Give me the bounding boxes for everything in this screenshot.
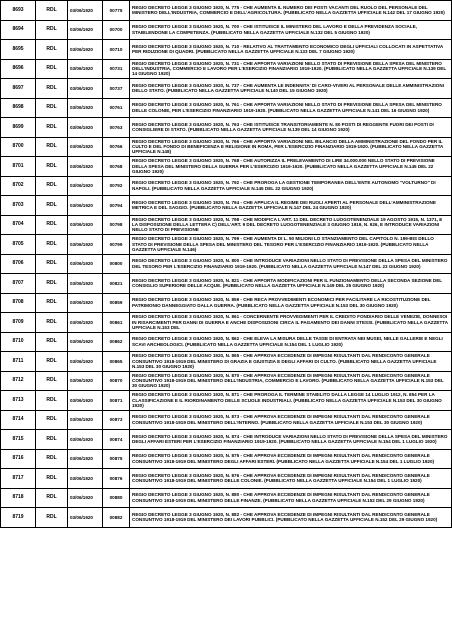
act-date-cell: 03/06/1920 bbox=[68, 196, 103, 216]
act-date-cell: 03/06/1920 bbox=[68, 449, 103, 469]
act-date-cell: 03/06/1920 bbox=[68, 293, 103, 313]
act-date-cell: 03/06/1920 bbox=[68, 1, 103, 21]
act-date-cell: 03/06/1920 bbox=[68, 332, 103, 352]
act-description-cell: REGIO DECRETO LEGGE 3 GIUGNO 1920, N. 862 - CHE ELEVA LA MISURA DELLE TASSE DI ENTRATA NEI MUSEI, NELLE GALLERIE E NEGLI SCAVI ARCHEOLOGICI. (PUBBLICATO NELLA GAZZETTA UFFICIALE N.154 DEL 1 LUGLIO 1920) bbox=[130, 332, 452, 352]
act-type-cell: RDL bbox=[36, 371, 68, 391]
act-type-cell: RDL bbox=[36, 332, 68, 352]
act-type-cell: RDL bbox=[36, 293, 68, 313]
table-row bbox=[1, 313, 452, 333]
act-type-cell: RDL bbox=[36, 391, 68, 411]
row-number-cell: 8701 bbox=[1, 157, 36, 177]
act-description-cell: REGIO DECRETO LEGGE 3 GIUGNO 1920, N. 794 - CHE APPLICA IL REGIME DEI RUOLI APERTI AL PERSONALE DELL'AMMINISTRAZIONE METRICA E DEL SAGGIO. (PUBBLICATO NELLA GAZZETTA UFFICIALE N.147 DEL 24 GIUGNO 1920) bbox=[130, 196, 452, 216]
act-description-cell: REGIO DECRETO LEGGE 3 GIUGNO 1920, N. 798 - CHE MODIFICA L'ART. 11 DEL DECRETO LUOGOTENENZIALE 19 AGOSTO 1915, N. 1371, E LA DISPOSIZIONE DELLA LETTERA C) DELL'ART. 9 DEL DECRETO LUOGOTENENZIALE 3 GIUGNO 1919, N. 926, E INTRODUCE VARIAZIONI NELLO STATO DI PREVISIONE bbox=[130, 215, 452, 235]
row-number-cell: 8717 bbox=[1, 469, 36, 489]
act-type-cell: RDL bbox=[36, 215, 68, 235]
act-code-cell: 00861 bbox=[103, 313, 130, 333]
act-date-cell: 03/06/1920 bbox=[68, 469, 103, 489]
act-type-cell: RDL bbox=[36, 449, 68, 469]
act-code-cell: 00873 bbox=[103, 410, 130, 430]
row-number-cell: 8695 bbox=[1, 40, 36, 60]
table-row bbox=[1, 352, 452, 372]
act-type-cell: RDL bbox=[36, 20, 68, 40]
act-type-cell: RDL bbox=[36, 98, 68, 118]
row-number-cell: 8714 bbox=[1, 410, 36, 430]
act-date-cell: 03/06/1920 bbox=[68, 157, 103, 177]
row-number-cell: 8700 bbox=[1, 137, 36, 157]
act-code-cell: 00775 bbox=[103, 1, 130, 21]
table-row bbox=[1, 79, 452, 99]
table-row bbox=[1, 371, 452, 391]
table-row bbox=[1, 469, 452, 489]
act-type-cell: RDL bbox=[36, 176, 68, 196]
act-description-cell: REGIO DECRETO LEGGE 3 GIUGNO 1920, N. 731 - CHE APPORTA VARIAZIONI NELLO STATO DI PREVISIONE DELLA SPESA DEL MINISTERO DELL'INDUSTRIA, COMMERCIO E LAVORO PER L'ESERCIZIO FINANZIARIO 1919-1920. (PUBBLICATO NELLA GAZZETTA UFFICIALE N.139 DEL 14 GIUGNO 1920) bbox=[130, 59, 452, 79]
act-type-cell: RDL bbox=[36, 196, 68, 216]
act-code-cell: 00870 bbox=[103, 371, 130, 391]
act-type-cell: RDL bbox=[36, 1, 68, 21]
act-type-cell: RDL bbox=[36, 274, 68, 294]
decree-table-body bbox=[1, 1, 452, 528]
act-description-cell: REGIO DECRETO LEGGE 3 GIUGNO 1920, N. 873 - CHE APPROVA ECCEDENZE DI IMPEGNI RISULTANTI DAL RENDICONTO GENERALE CONSUNTIVO 1918-1919 DEL MINISTERO DELL'INTERNO. (PUBBLICATO NELLA GAZZETTA UFFICIALE N.153 DEL 30 GIUGNO 1920) bbox=[130, 410, 452, 430]
table-row bbox=[1, 176, 452, 196]
row-number-cell: 8716 bbox=[1, 449, 36, 469]
table-row bbox=[1, 449, 452, 469]
act-date-cell: 03/06/1920 bbox=[68, 410, 103, 430]
act-description-cell: REGIO DECRETO LEGGE 3 GIUGNO 1920, N. 871 - CHE PROROGA IL TERMINE STABILITO DALLA LEGGE 14 LUGLIO 1912, N. 854 PER LA CLASSIFICAZIONE E IL RIORDINAMENTO DELLE SCUOLE INDUSTRIALI. (PUBBLICATO NELLA GAZZETTA UFFICIALE N.153 DEL 30 GIUGNO 1920) bbox=[130, 391, 452, 411]
act-description-cell: REGIO DECRETO LEGGE 3 GIUGNO 1920, N. 882 - CHE APPROVA ECCEDENZE DI IMPEGNI RISULTANTI DAL RENDICONTO GENERALE CONSUNTIVO 1918-1919 DEL MINISTERO DEI LAVORI PUBBLICI. (PUBBLICATO NELLA GAZZETTA UFFICIALE N.152 DEL 29 GIUGNO 1920) bbox=[130, 508, 452, 528]
act-date-cell: 03/06/1920 bbox=[68, 430, 103, 450]
act-date-cell: 03/06/1920 bbox=[68, 274, 103, 294]
act-date-cell: 03/06/1920 bbox=[68, 59, 103, 79]
act-type-cell: RDL bbox=[36, 79, 68, 99]
row-number-cell: 8698 bbox=[1, 98, 36, 118]
act-date-cell: 03/06/1920 bbox=[68, 98, 103, 118]
table-row bbox=[1, 391, 452, 411]
act-type-cell: RDL bbox=[36, 410, 68, 430]
act-type-cell: RDL bbox=[36, 118, 68, 138]
row-number-cell: 8704 bbox=[1, 215, 36, 235]
table-row bbox=[1, 488, 452, 508]
act-date-cell: 03/06/1920 bbox=[68, 79, 103, 99]
table-row bbox=[1, 508, 452, 528]
act-date-cell: 03/06/1920 bbox=[68, 371, 103, 391]
row-number-cell: 8710 bbox=[1, 332, 36, 352]
act-date-cell: 03/06/1920 bbox=[68, 391, 103, 411]
act-description-cell: REGIO DECRETO LEGGE 3 GIUGNO 1920, N. 799 - CHE AUMENTA DI L. 50 MILIONI LO STANZIAMENTO DEL CAPITOLO N. 199-BIS DELLO STATO DI PREVISIONE DELLA SPESA DEL MINISTERO DEL TESORO PER L'ESERCIZIO FINANZIARIO 1919-1920. (PUBBLICATO NELLA GAZZETTA UFFICIALE N.146) bbox=[130, 235, 452, 255]
act-code-cell: 00859 bbox=[103, 293, 130, 313]
row-number-cell: 8709 bbox=[1, 313, 36, 333]
row-number-cell: 8705 bbox=[1, 235, 36, 255]
act-description-cell: REGIO DECRETO LEGGE 3 GIUGNO 1920, N. 737 - CHE AUMENTA LE INDENNITA' DI CARO-VIVERI AL PERSONALE DELLE AMMINISTRAZIONI DELLO STATO. (PUBBLICATO NELLA GAZZETTA UFFICIALE N.140 DEL 15 GIUGNO 1920) bbox=[130, 79, 452, 99]
act-date-cell: 03/06/1920 bbox=[68, 176, 103, 196]
table-row bbox=[1, 215, 452, 235]
act-description-cell: REGIO DECRETO LEGGE 3 GIUGNO 1920, N. 775 - CHE AUMENTA IL NUMERO DEI POSTI VACANTI DEL RUOLO DEL PERSONALE DEL MINISTERO DELL'INDUSTRIA, COMMERCIO E DELL'AGRICOLTURA. (PUBBLICATO NELLA GAZZETTA UFFICIALE N.142 DEL 17 GIUGNO 1920) bbox=[130, 1, 452, 21]
act-type-cell: RDL bbox=[36, 488, 68, 508]
table-row bbox=[1, 293, 452, 313]
act-date-cell: 03/06/1920 bbox=[68, 313, 103, 333]
table-row bbox=[1, 118, 452, 138]
act-description-cell: REGIO DECRETO LEGGE 3 GIUGNO 1920, N. 870 - CHE APPROVA ECCEDENZE DI IMPEGNI RISULTANTI DAL RENDICONTO GENERALE CONSUNTIVO 1918-1919 DEL MINISTERO DELL'INDUSTRIA, COMMERCIO E LAVORO. (PUBBLICATO NELLA GAZZETTA UFFICIALE N.153 DEL 30 GIUGNO 1920) bbox=[130, 371, 452, 391]
act-code-cell: 00871 bbox=[103, 391, 130, 411]
row-number-cell: 8707 bbox=[1, 274, 36, 294]
act-type-cell: RDL bbox=[36, 59, 68, 79]
row-number-cell: 8696 bbox=[1, 59, 36, 79]
act-code-cell: 00876 bbox=[103, 469, 130, 489]
act-type-cell: RDL bbox=[36, 40, 68, 60]
act-code-cell: 00880 bbox=[103, 488, 130, 508]
act-description-cell: REGIO DECRETO LEGGE 3 GIUGNO 1920, N. 861 - CONCERNENTE PROVVEDIMENTI PER IL CREDITO FONDIARIO DELLE VENEZIE, DONNESOI IN RISARCIMENTI PER DANNI DI GUERRA E ANCHE DISPOSIZIONI CIRCA IL PAGAMENTO DEI DANNI STESSI. (PUBBLICATO NELLA GAZZETTA UFFICIALE N.153 DEL bbox=[130, 313, 452, 333]
act-description-cell: REGIO DECRETO LEGGE 3 GIUGNO 1920, N. 859 - CHE RECA PROVVEDIMENTI ECONOMICI PER FACILITARE LA RICOSTITUZIONE DEL PATRIMONIO DANNEGGIATO DALLA GUERRA. (PUBBLICATO NELLA GAZZETTA UFFICIALE N.153 DEL 30 GIUGNO 1920) bbox=[130, 293, 452, 313]
act-code-cell: 00875 bbox=[103, 449, 130, 469]
act-description-cell: REGIO DECRETO LEGGE 3 GIUGNO 1920, N. 768 - CHE AUTORIZZA IL PRELEVAMENTO DI LIRE 34.000.000 NELLO STATO DI PREVISIONE DELLA SPESA DEL MINISTERO DELLA GUERRA PER L'ESERCIZIO 1919-1920. (PUBBLICATO NELLA GAZZETTA UFFICIALE N.145 DEL 22 GIUGNO 1920) bbox=[130, 157, 452, 177]
act-code-cell: 00766 bbox=[103, 137, 130, 157]
act-code-cell: 00731 bbox=[103, 59, 130, 79]
table-row bbox=[1, 157, 452, 177]
act-description-cell: REGIO DECRETO LEGGE 3 GIUGNO 1920, N. 874 - CHE INTRODUCE VARIAZIONI NELLO STATO DI PREVISIONE DELLA SPESA DEL MINISTERO DEGLI AFFARI ESTERI PER L'ESERCIZIO FINANZIARIO 1919-1920. (PUBBLICATO NELLA GAZZETTA UFFICIALE N.154 DEL 1 LUGLIO 1920) bbox=[130, 430, 452, 450]
act-description-cell: REGIO DECRETO LEGGE 3 GIUGNO 1920, N. 865 - CHE APPROVA ECCEDENZE DI IMPEGNI RISULTANTI DAL RENDICONTO GENERALE CONSUNTIVO 1918-1919 DEL MINISTERO DI GRAZIA E GIUSTIZIA E DEGLI AFFARI DI CULTO. (PUBBLICATO NELLA GAZZETTA UFFICIALE N.153 DEL 30 GIUGNO 1920) bbox=[130, 352, 452, 372]
act-date-cell: 03/06/1920 bbox=[68, 215, 103, 235]
table-row bbox=[1, 254, 452, 274]
act-code-cell: 00700 bbox=[103, 20, 130, 40]
act-description-cell: REGIO DECRETO LEGGE 3 GIUGNO 1920, N. 763 - CHE ISTITUISCE TRANSITORIAMENTE N. 80 POSTI DI REGGENTE FUORI DEI POSTI DI CONSIGLIERE DI STATO. (PUBBLICATO NELLA GAZZETTA UFFICIALE N.139 DEL 14 GIUGNO 1920) bbox=[130, 118, 452, 138]
row-number-cell: 8702 bbox=[1, 176, 36, 196]
act-type-cell: RDL bbox=[36, 352, 68, 372]
act-type-cell: RDL bbox=[36, 508, 68, 528]
act-description-cell: REGIO DECRETO LEGGE 3 GIUGNO 1920, N. 800 - CHE INTRODUCE VARIAZIONI NELLO STATO DI PREVISIONE DELLA SPESA DEL MINISTERO DEL TESORO PER L'ESERCIZIO FINANZIARIO 1919-1920. (PUBBLICATO NELLA GAZZETTA UFFICIALE N.147 DEL 23 GIUGNO 1920) bbox=[130, 254, 452, 274]
row-number-cell: 8693 bbox=[1, 1, 36, 21]
act-code-cell: 00800 bbox=[103, 254, 130, 274]
row-number-cell: 8697 bbox=[1, 79, 36, 99]
act-date-cell: 03/06/1920 bbox=[68, 235, 103, 255]
act-description-cell: REGIO DECRETO LEGGE 3 GIUGNO 1920, N. 700 - CHE ISTITUISCE IL MINISTERO DEL LAVORO E DELLA PREVIDENZA SOCIALE, STABILENDONE LA COMPETENZA. (PUBBLICATO NELLA GAZZETTA UFFICIALE N.132 DEL 5 GIUGNO 1920) bbox=[130, 20, 452, 40]
table-row bbox=[1, 20, 452, 40]
table-row bbox=[1, 332, 452, 352]
act-code-cell: 00763 bbox=[103, 118, 130, 138]
act-date-cell: 03/06/1920 bbox=[68, 508, 103, 528]
row-number-cell: 8715 bbox=[1, 430, 36, 450]
act-type-cell: RDL bbox=[36, 235, 68, 255]
table-row bbox=[1, 40, 452, 60]
act-type-cell: RDL bbox=[36, 137, 68, 157]
row-number-cell: 8718 bbox=[1, 488, 36, 508]
act-code-cell: 00882 bbox=[103, 508, 130, 528]
act-description-cell: REGIO DECRETO LEGGE 3 GIUGNO 1920, N. 821 - CHE APPORTA MODIFICAZIONI PER IL FUNZIONAMENTO DELLA SECONDA SEZIONE DEL CONSIGLIO SUPERIORE DELLE ACQUE. (PUBBLICATO NELLA GAZZETTA UFFICIALE N.149 DEL 25 GIUGNO 1920) bbox=[130, 274, 452, 294]
act-type-cell: RDL bbox=[36, 469, 68, 489]
act-description-cell: REGIO DECRETO LEGGE 3 GIUGNO 1920, N. 876 - CHE APPROVA ECCEDENZE DI IMPEGNI RISULTANTI DAL RENDICONTO GENERALE CONSUNTIVO 1918-1919 DEL MINISTERO DELLE COLONIE. (PUBBLICATO NELLA GAZZETTA UFFICIALE N.154 DEL 1 LUGLIO 1920) bbox=[130, 469, 452, 489]
act-type-cell: RDL bbox=[36, 430, 68, 450]
act-type-cell: RDL bbox=[36, 254, 68, 274]
table-row bbox=[1, 196, 452, 216]
act-date-cell: 03/06/1920 bbox=[68, 20, 103, 40]
act-description-cell: REGIO DECRETO LEGGE 3 GIUGNO 1920, N. 710 - RELATIVO AL TRATTAMENTO ECONOMICO DEGLI UFFICIALI COLLOCATI IN ASPETTATIVA PER RIDUZIONE DI QUADRI. (PUBBLICATO NELLA GAZZETTA UFFICIALE N.133 DEL 7 GIUGNO 1920) bbox=[130, 40, 452, 60]
act-code-cell: 00768 bbox=[103, 157, 130, 177]
act-description-cell: REGIO DECRETO LEGGE 3 GIUGNO 1920, N. 766 - CHE APPORTA VARIAZIONI NEL BILANCIO DELLA AMMINISTRAZIONE DEL FONDO PER IL CULTO E DEL FONDO DI BENEFICENZA E RELIGIONE IN ROMA, PER L'ESERCIZIO FINANZIARIO 1919-1920. (PUBBLICATO NELLA GAZZETTA UFFICIALE N.148) bbox=[130, 137, 452, 157]
row-number-cell: 8699 bbox=[1, 118, 36, 138]
act-code-cell: 00799 bbox=[103, 235, 130, 255]
act-code-cell: 00792 bbox=[103, 176, 130, 196]
row-number-cell: 8706 bbox=[1, 254, 36, 274]
row-number-cell: 8713 bbox=[1, 391, 36, 411]
table-row bbox=[1, 235, 452, 255]
act-code-cell: 00798 bbox=[103, 215, 130, 235]
act-date-cell: 03/06/1920 bbox=[68, 488, 103, 508]
row-number-cell: 8719 bbox=[1, 508, 36, 528]
act-date-cell: 03/06/1920 bbox=[68, 40, 103, 60]
row-number-cell: 8703 bbox=[1, 196, 36, 216]
act-description-cell: REGIO DECRETO LEGGE 3 GIUGNO 1920, N. 761 - CHE APPORTA VARIAZIONI NELLO STATO DI PREVISIONE DELLA SPESA DEL MINISTERO DELLE COLONIE, PER L'ESERCIZIO FINANZIARIO 1919-1920. (PUBBLICATO NELLA GAZZETTA UFFICIALE N.141 DEL 16 GIUGNO 1920) bbox=[130, 98, 452, 118]
row-number-cell: 8711 bbox=[1, 352, 36, 372]
act-date-cell: 03/06/1920 bbox=[68, 137, 103, 157]
table-row bbox=[1, 274, 452, 294]
table-row bbox=[1, 98, 452, 118]
act-type-cell: RDL bbox=[36, 313, 68, 333]
table-row bbox=[1, 410, 452, 430]
row-number-cell: 8708 bbox=[1, 293, 36, 313]
act-code-cell: 00874 bbox=[103, 430, 130, 450]
row-number-cell: 8712 bbox=[1, 371, 36, 391]
act-code-cell: 00862 bbox=[103, 332, 130, 352]
act-date-cell: 03/06/1920 bbox=[68, 118, 103, 138]
act-description-cell: REGIO DECRETO LEGGE 3 GIUGNO 1920, N. 880 - CHE APPROVA ECCEDENZE DI IMPEGNI RISULTANTI DAL RENDICONTO GENERALE CONSUNTIVO 1918-1919 DEL MINISTERO DELLE FINANZE. (PUBBLICATO NELLA GAZZETTA UFFICIALE N.152 DEL 29 GIUGNO 1920) bbox=[130, 488, 452, 508]
act-code-cell: 00737 bbox=[103, 79, 130, 99]
act-date-cell: 03/06/1920 bbox=[68, 254, 103, 274]
act-date-cell: 03/06/1920 bbox=[68, 352, 103, 372]
act-description-cell: REGIO DECRETO LEGGE 3 GIUGNO 1920, N. 875 - CHE APPROVA ECCEDENZE DI IMPEGNI RISULTANTI DAL RENDICONTO GENERALE CONSUNTIVO 1918-1919 DEL MINISTERO DEGLI AFFARI ESTERI. (PUBBLICATO NELLA GAZZETTA UFFICIALE N.154 DEL 1 LUGLIO 1920) bbox=[130, 449, 452, 469]
act-description-cell: REGIO DECRETO LEGGE 3 GIUGNO 1920, N. 792 - CHE PROROGA LA GESTIONE TEMPORANEA DELL'ENTE AUTONOMO "VOLTURNO" DI NAPOLI. (PUBBLICATO NELLA GAZZETTA UFFICIALE N.145 DEL 22 GIUGNO 1920) bbox=[130, 176, 452, 196]
act-code-cell: 00710 bbox=[103, 40, 130, 60]
act-code-cell: 00865 bbox=[103, 352, 130, 372]
table-row bbox=[1, 1, 452, 21]
table-row bbox=[1, 137, 452, 157]
act-code-cell: 00794 bbox=[103, 196, 130, 216]
row-number-cell: 8694 bbox=[1, 20, 36, 40]
act-type-cell: RDL bbox=[36, 157, 68, 177]
table-row bbox=[1, 59, 452, 79]
act-code-cell: 00761 bbox=[103, 98, 130, 118]
table-row bbox=[1, 430, 452, 450]
act-code-cell: 00821 bbox=[103, 274, 130, 294]
